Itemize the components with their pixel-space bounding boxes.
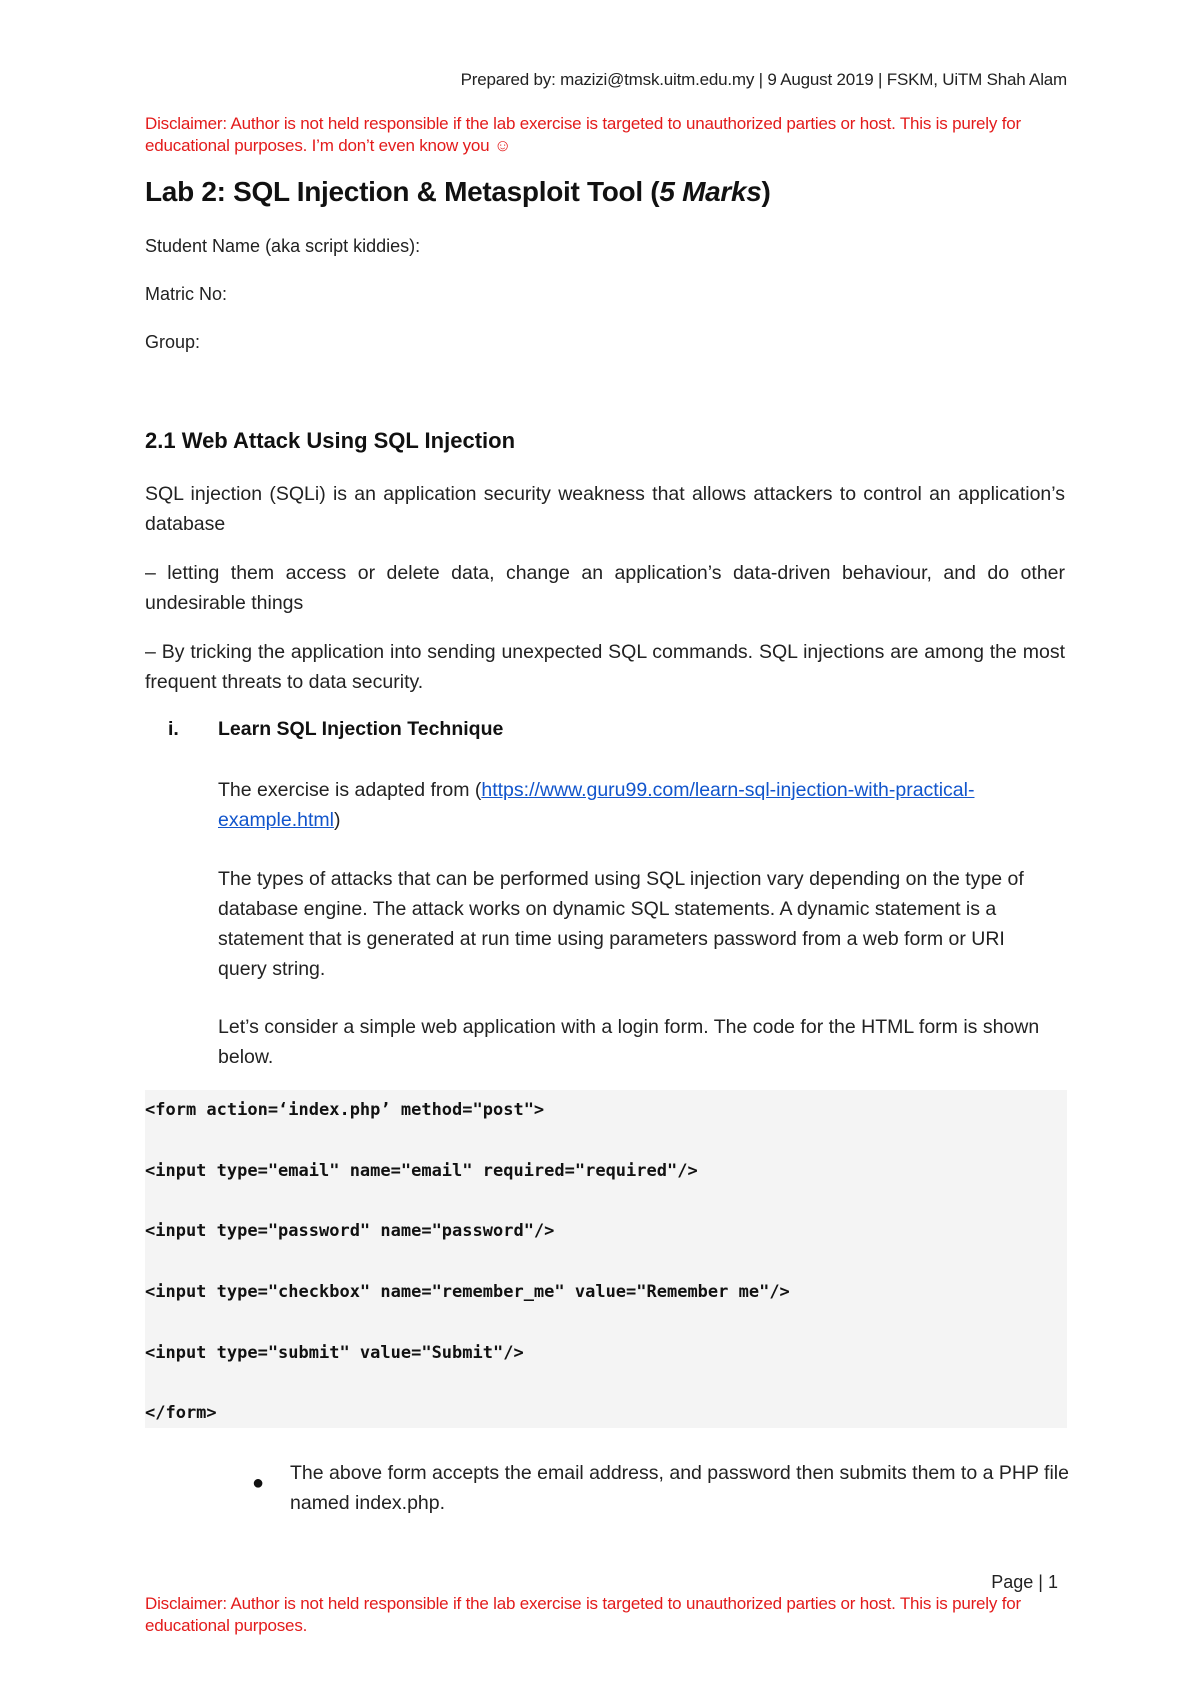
- header-prepared-by: Prepared by: mazizi@tmsk.uitm.edu.my | 9 August 2019 | FSKM, UiTM Shah Alam: [460, 70, 1067, 89]
- page-title: [145, 176, 771, 208]
- subsection-title: Learn SQL Injection Technique: [218, 718, 504, 740]
- code-line: </form>: [145, 1403, 217, 1423]
- subsection-number: i.: [168, 718, 179, 740]
- disclaimer-top: Disclaimer: Author is not held responsible if the lab exercise is targeted to unauthorized parties or host. This is purely for educational purposes. I’m don’t even know you ☺: [145, 114, 1021, 155]
- disclaimer-bottom: Disclaimer: Author is not held responsible if the lab exercise is targeted to unauthorized parties or host. This is purely for educational purposes.: [145, 1594, 1021, 1635]
- adapted-suffix: ): [333, 809, 341, 831]
- source-link[interactable]: https://www.guru99.com/learn-sql-injection-with-practical-example.html: [218, 779, 975, 831]
- page-number: Page | 1: [991, 1572, 1058, 1592]
- section-paragraph-2: – letting them access or delete data, change an application’s data-driven behaviour, and do other undesirable things: [145, 562, 1065, 614]
- adapted-prefix: The exercise is adapted from (: [218, 779, 482, 801]
- consider-paragraph: Let’s consider a simple web application with a login form. The code for the HTML form is shown below.: [218, 1016, 1040, 1068]
- adapted-from-paragraph: [218, 775, 1018, 835]
- matric-no-label: Matric No:: [145, 284, 228, 304]
- section-paragraph-1: SQL injection (SQLi) is an application security weakness that allows attackers to control an application’s database: [145, 483, 1065, 535]
- code-line: <form action=‘index.php’ method="post">: [145, 1100, 545, 1120]
- title-main: Lab 2: SQL Injection & Metasploit Tool (: [145, 176, 660, 207]
- subsection-heading: [168, 718, 503, 741]
- title-marks: 5 Marks: [659, 176, 762, 207]
- section-heading: 2.1 Web Attack Using SQL Injection: [145, 428, 516, 453]
- code-line: <input type="submit" value="Submit"/>: [145, 1343, 524, 1363]
- types-paragraph: The types of attacks that can be performed using SQL injection vary depending on the type of database engine. The attack works on dynamic SQL statements. A dynamic statement is a statement that is generated at run time using parameters password from a web form or URI query string.: [218, 868, 1024, 980]
- code-line: <input type="password" name="password"/>: [145, 1221, 555, 1241]
- code-block: [145, 1090, 1067, 1428]
- code-line: <input type="checkbox" name="remember_me" value="Remember me"/>: [145, 1282, 790, 1302]
- bullet-text: The above form accepts the email address, and password then submits them to a PHP file named index.php.: [290, 1462, 1069, 1514]
- student-name-label: Student Name (aka script kiddies):: [145, 236, 421, 256]
- bullet-icon: ●: [252, 1472, 265, 1494]
- section-paragraph-3: – By tricking the application into sending unexpected SQL commands. SQL injections are among the most frequent threats to data security.: [145, 641, 1065, 693]
- title-close: ): [761, 176, 771, 207]
- group-label: Group:: [145, 332, 201, 352]
- code-line: <input type="email" name="email" required="required"/>: [145, 1161, 698, 1181]
